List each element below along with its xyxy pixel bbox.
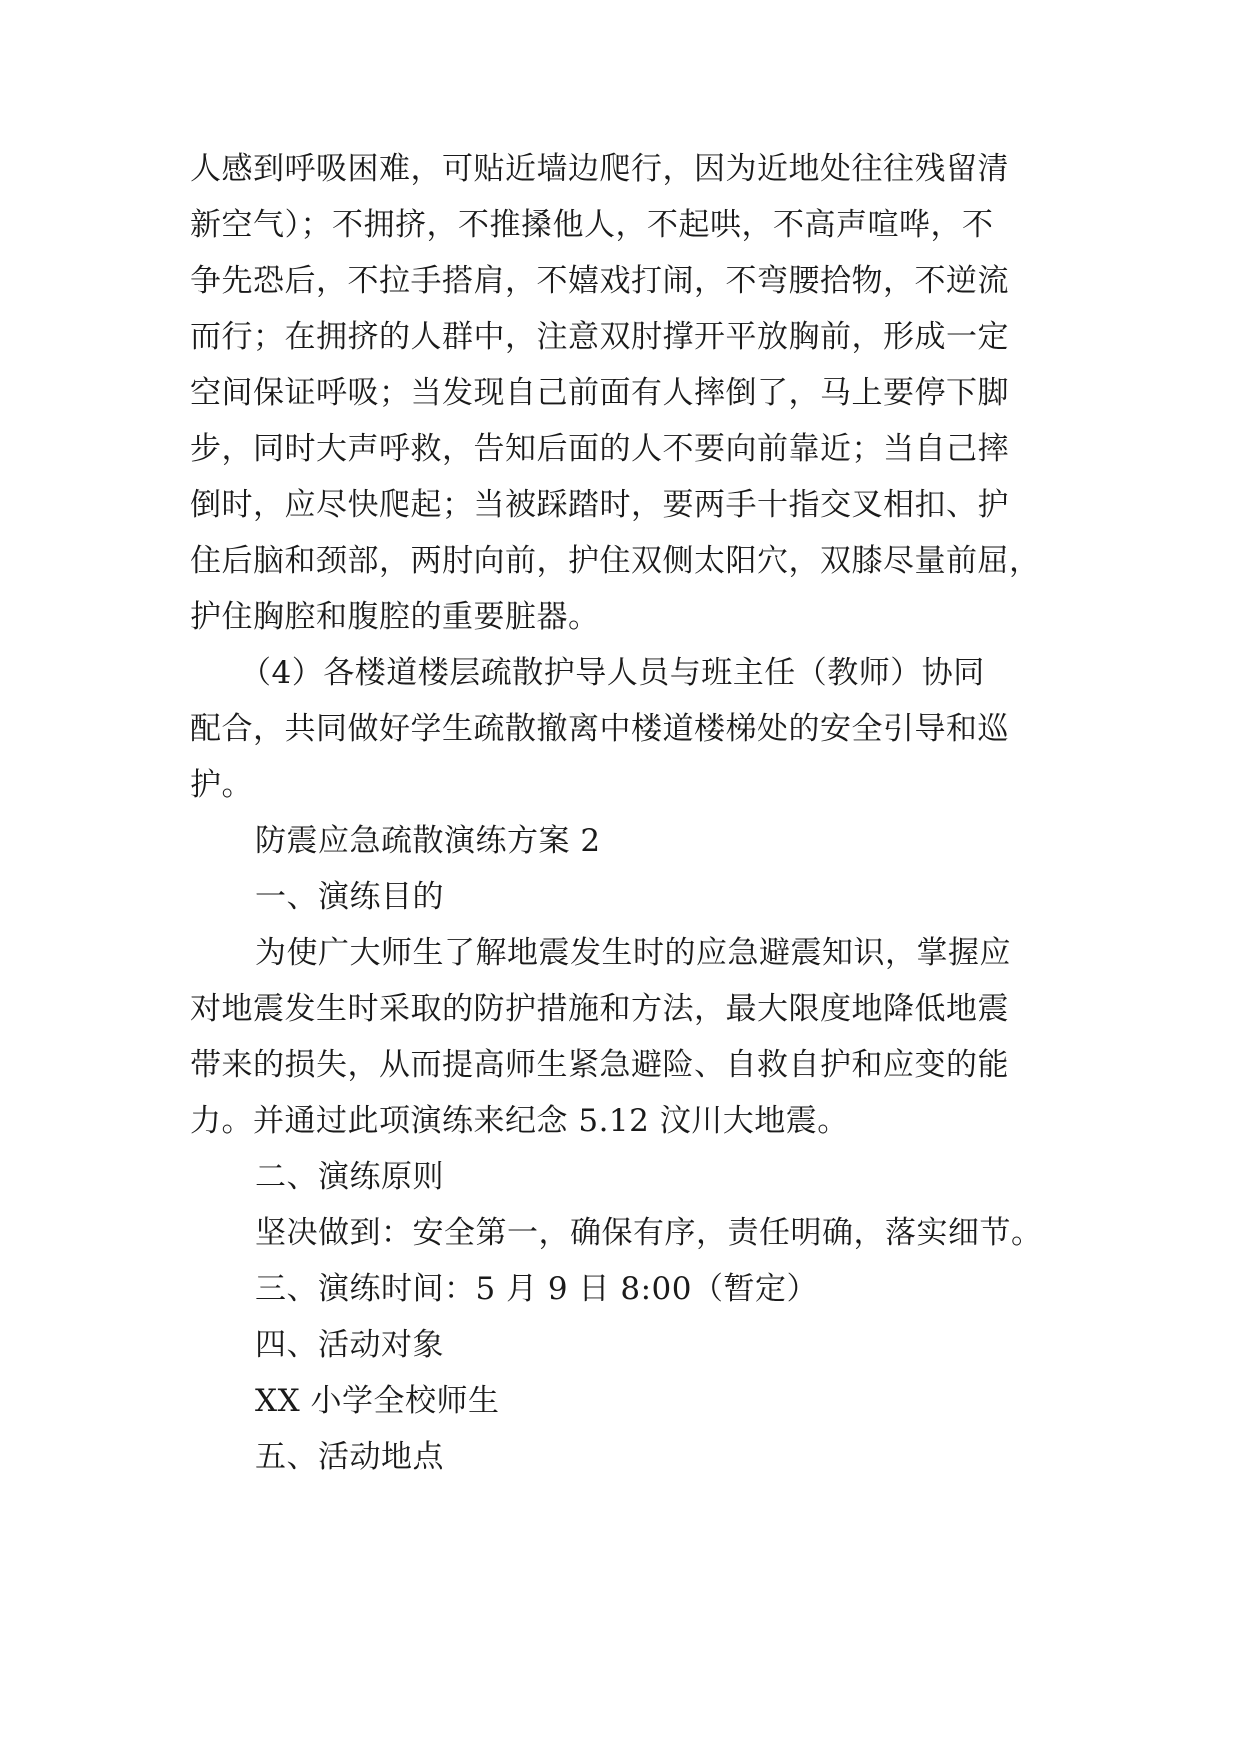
body-text-line: 人感到呼吸困难，可贴近墙边爬行，因为近地处往往残留清 — [190, 151, 1009, 187]
body-text-line: 争先恐后，不拉手搭肩，不嬉戏打闹，不弯腰拾物，不逆流 — [190, 263, 1009, 299]
heading-3: 三、演练时间：5 月 9 日 8:00（暂定） — [255, 1271, 818, 1307]
paragraph-line-item-4: （4）各楼道楼层疏散护导人员与班主任（教师）协同 — [240, 655, 985, 691]
body-text-line: 带来的损失，从而提高师生紧急避险、自救自护和应变的能 — [190, 1047, 1009, 1083]
body-text-line: 力。并通过此项演练来纪念 5.12 汶川大地震。 — [190, 1103, 849, 1139]
body-text-line: 坚决做到：安全第一，确保有序，责任明确，落实细节。 — [255, 1215, 1043, 1251]
body-text-line: 新空气）；不拥挤，不推搡他人，不起哄，不高声喧哗，不 — [190, 207, 994, 243]
body-text-line: 配合，共同做好学生疏散撤离中楼道楼梯处的安全引导和巡 — [190, 711, 1009, 747]
body-text-line: 倒时，应尽快爬起；当被踩踏时，要两手十指交叉相扣、护 — [190, 487, 1009, 523]
body-text-line: XX 小学全校师生 — [255, 1383, 500, 1419]
heading-4: 四、活动对象 — [255, 1327, 444, 1363]
section-title: 防震应急疏散演练方案 2 — [255, 823, 601, 859]
body-text-line: 对地震发生时采取的防护措施和方法，最大限度地降低地震 — [190, 991, 1009, 1027]
heading-5: 五、活动地点 — [255, 1439, 444, 1475]
body-text-line: 住后脑和颈部，两肘向前，护住双侧太阳穴，双膝尽量前屈， — [190, 543, 1041, 579]
body-text-line: 步，同时大声呼救，告知后面的人不要向前靠近；当自己摔 — [190, 431, 1009, 467]
heading-2: 二、演练原则 — [255, 1159, 444, 1195]
heading-1: 一、演练目的 — [255, 879, 444, 915]
body-text-line: 而行；在拥挤的人群中，注意双肘撑开平放胸前，形成一定 — [190, 319, 1009, 355]
body-text-line: 护住胸腔和腹腔的重要脏器。 — [190, 599, 600, 635]
body-text-line: 空间保证呼吸；当发现自己前面有人摔倒了，马上要停下脚 — [190, 375, 1009, 411]
body-text-line: 为使广大师生了解地震发生时的应急避震知识，掌握应 — [255, 935, 1011, 971]
body-text-line: 护。 — [190, 767, 253, 803]
